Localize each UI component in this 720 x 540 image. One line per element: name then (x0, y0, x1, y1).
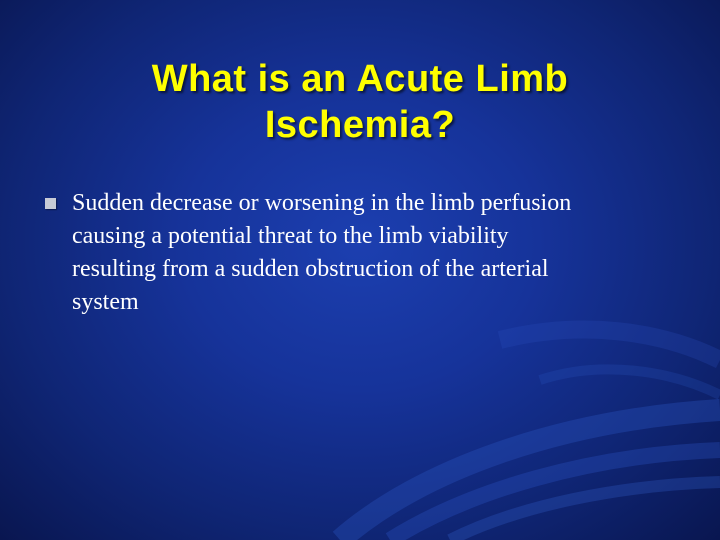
bullet-text-line: resulting from a sudden obstruction of the arterial (72, 256, 549, 282)
bullet-text (72, 187, 672, 319)
slide-title-line: Ischemia? (264, 104, 456, 146)
slide-title-line: What is an Acute Limb (151, 58, 569, 100)
bullet-item (42, 187, 672, 319)
bullet-list (42, 187, 672, 319)
bullet-text-line: Sudden decrease or worsening in the limb perfusion (72, 190, 572, 216)
bullet-text-line: system (72, 289, 139, 315)
slide-title (0, 56, 720, 148)
bullet-text-line: causing a potential threat to the limb viability (72, 223, 509, 249)
square-bullet-icon (45, 198, 56, 209)
